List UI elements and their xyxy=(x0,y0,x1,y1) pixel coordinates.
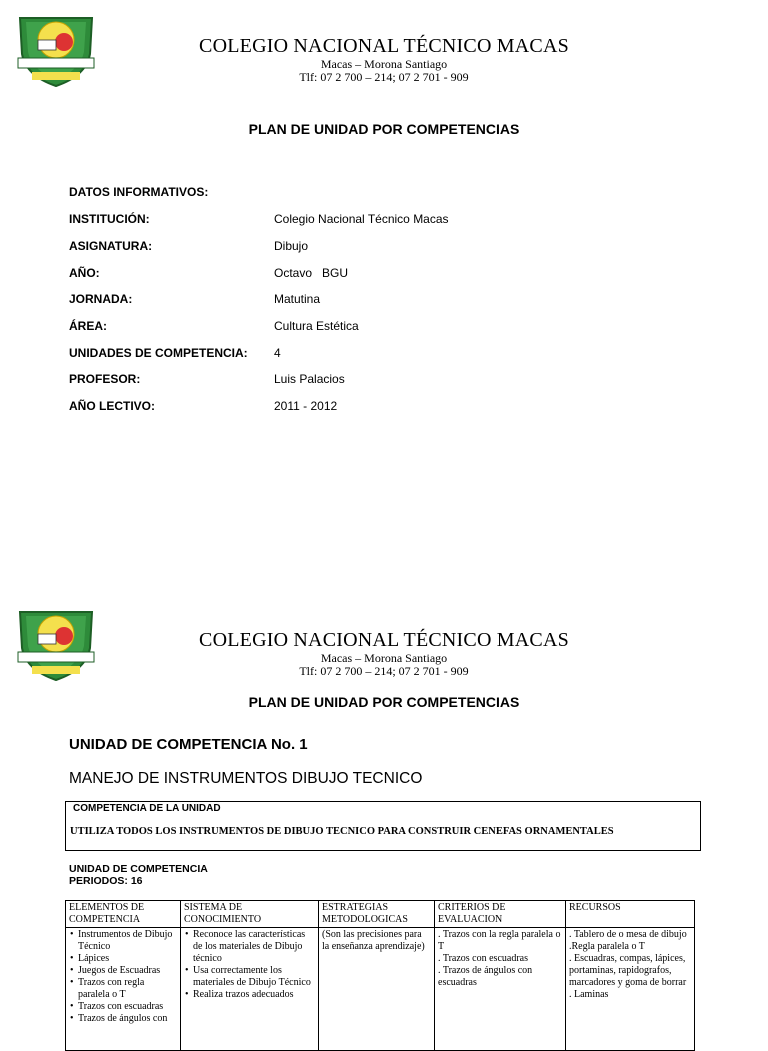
school-location: Macas – Morona Santiago xyxy=(320,651,448,665)
info-value: Octavo BGU xyxy=(274,266,349,280)
table-header-cell: ELEMENTOS DE COMPETENCIA xyxy=(66,901,181,928)
competencia-heading: COMPETENCIA DE LA UNIDAD xyxy=(73,803,221,814)
list-item: . Trazos con escuadras xyxy=(438,953,528,964)
unit-periods: PERIODOS: 16 xyxy=(69,875,143,887)
list-item: • Trazos con escuadras xyxy=(78,1001,177,1013)
list-item: • Lápices xyxy=(78,953,177,965)
competencia-box xyxy=(65,801,701,851)
list-item: . Escuadras, compas, lápices, portaminas, rapidografos, marcadores y goma de borrar xyxy=(569,953,687,988)
list-item: . Trazos de ángulos con escuadras xyxy=(438,965,533,988)
info-label: AÑO LECTIVO: xyxy=(69,399,155,413)
list-item: • Realiza trazos adecuados xyxy=(193,989,315,1001)
school-name: COLEGIO NACIONAL TÉCNICO MACAS xyxy=(199,35,569,57)
table-header-cell: CRITERIOS DE EVALUACION xyxy=(435,901,566,928)
list-item: . Tablero de o mesa de dibujo xyxy=(569,929,687,940)
table-header-cell: ESTRATEGIAS METODOLOGICAS xyxy=(319,901,435,928)
info-label: ASIGNATURA: xyxy=(69,239,153,253)
list-item: • Usa correctamente los materiales de Dibujo Técnico xyxy=(193,965,315,989)
list-item: • Trazos de ángulos con xyxy=(78,1013,177,1025)
competency-table xyxy=(65,900,695,1051)
info-heading-label: DATOS INFORMATIVOS: xyxy=(69,185,209,199)
table-cell-estrategias: (Son las precisiones para la enseñanza aprendizaje) xyxy=(319,928,435,1051)
table-cell-elementos xyxy=(66,928,181,1051)
school-phone: Tlf: 07 2 700 – 214; 07 2 701 - 909 xyxy=(299,70,469,84)
info-value: 2011 - 2012 xyxy=(274,399,338,413)
info-value: Dibujo xyxy=(274,239,309,253)
info-label: INSTITUCIÓN: xyxy=(69,212,150,226)
school-name: COLEGIO NACIONAL TÉCNICO MACAS xyxy=(199,629,569,651)
info-label: JORNADA: xyxy=(69,292,133,306)
info-label: UNIDADES DE COMPETENCIA: xyxy=(69,346,248,360)
school-phone: Tlf: 07 2 700 – 214; 07 2 701 - 909 xyxy=(299,664,469,678)
unit-title: UNIDAD DE COMPETENCIA No. 1 xyxy=(69,736,308,753)
unit-name: MANEJO DE INSTRUMENTOS DIBUJO TECNICO xyxy=(69,770,423,787)
list-item: . Trazos con la regla paralela o T xyxy=(438,929,561,952)
table-header-row xyxy=(66,901,695,928)
info-label: PROFESOR: xyxy=(69,372,141,386)
list-item: • Reconoce las características de los materiales de Dibujo técnico xyxy=(193,929,315,965)
list-item: .Regla paralela o T xyxy=(569,941,645,952)
list-item: . Laminas xyxy=(569,989,609,1000)
table-cell-criterios xyxy=(435,928,566,1051)
table-cell-recursos xyxy=(566,928,695,1051)
list-item: • Instrumentos de Dibujo Técnico xyxy=(78,929,177,953)
info-value: Colegio Nacional Técnico Macas xyxy=(274,212,449,226)
table-row xyxy=(66,928,695,1051)
list-item: • Trazos con regla paralela o T xyxy=(78,977,177,1001)
school-location: Macas – Morona Santiago xyxy=(320,57,448,71)
table-header-cell: SISTEMA DE CONOCIMIENTO xyxy=(181,901,319,928)
table-header-cell: RECURSOS xyxy=(566,901,695,928)
info-value: Luis Palacios xyxy=(274,372,345,386)
info-label: ÁREA: xyxy=(69,319,107,333)
info-value: Matutina xyxy=(274,292,321,306)
info-label: AÑO: xyxy=(69,266,100,280)
list-item: • Juegos de Escuadras xyxy=(78,965,177,977)
plan-title: PLAN DE UNIDAD POR COMPETENCIAS xyxy=(248,694,520,710)
info-value: 4 xyxy=(274,346,281,360)
unit-sub-label: UNIDAD DE COMPETENCIA xyxy=(69,863,208,875)
competencia-text: UTILIZA TODOS LOS INSTRUMENTOS DE DIBUJO TECNICO PARA CONSTRUIR CENEFAS ORNAMENTALES xyxy=(70,826,614,837)
info-value: Cultura Estética xyxy=(274,319,359,333)
plan-title: PLAN DE UNIDAD POR COMPETENCIAS xyxy=(248,121,520,137)
table-cell-conocimiento xyxy=(181,928,319,1051)
